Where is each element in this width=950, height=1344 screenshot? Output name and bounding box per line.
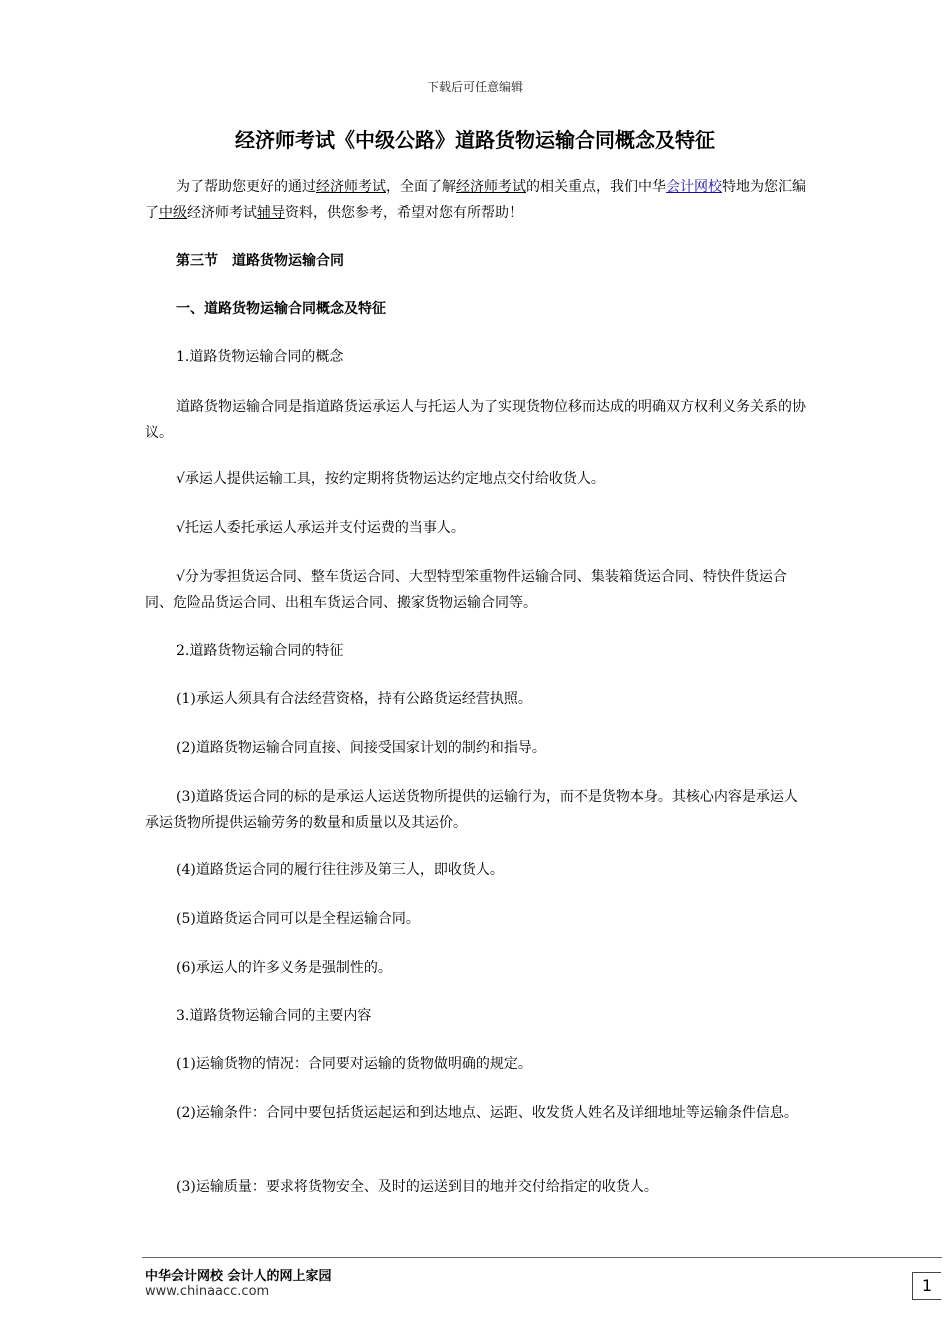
paragraph-11: (5)道路货运合同可以是全程运输合同。 bbox=[176, 911, 420, 927]
paragraph-9: (3)道路货运合同的标的是承运人运送货物所提供的运输行为，而不是货物本身。其核心内容是承运人承运货物所提供运输劳务的数量和质量以及其运价。 bbox=[145, 789, 798, 831]
intro-text-1: 为了帮助您更好的通过 bbox=[176, 179, 316, 195]
exam-link-2[interactable]: 经济师考试 bbox=[456, 179, 526, 195]
paragraph-8: (2)道路货物运输合同直接、间接受国家计划的制约和指导。 bbox=[176, 740, 546, 756]
footer-url[interactable]: www.chinaacc.com bbox=[145, 1284, 270, 1299]
subsection-heading: 一、道路货物运输合同概念及特征 bbox=[176, 301, 386, 317]
paragraph-4: √托运人委托承运人承运并支付运费的当事人。 bbox=[176, 520, 465, 536]
intro-paragraph bbox=[145, 174, 810, 226]
paragraph-1: 1.道路货物运输合同的概念 bbox=[176, 349, 344, 365]
intro-text-4: 特地为您汇编了 bbox=[145, 179, 806, 221]
intro-text-2: ，全面了解 bbox=[386, 179, 456, 195]
paragraph-12: (6)承运人的许多义务是强制性的。 bbox=[176, 960, 392, 976]
paragraph-3: √承运人提供运输工具，按约定期将货物运达约定地点交付给收货人。 bbox=[176, 471, 605, 487]
paragraph-5: √分为零担货运合同、整车货运合同、大型特型笨重物件运输合同、集装箱货运合同、特快件货运合同、危险品货运合同、出租车货运合同、搬家货物运输合同等。 bbox=[145, 569, 787, 611]
footer-brand: 中华会计网校 会计人的网上家园 bbox=[145, 1269, 332, 1284]
exam-link-1[interactable]: 经济师考试 bbox=[316, 179, 386, 195]
intro-text-3: 的相关重点，我们中华 bbox=[526, 179, 666, 195]
paragraph-14: (1)运输货物的情况：合同要对运输的货物做明确的规定。 bbox=[176, 1056, 532, 1072]
section-heading: 第三节 道路货物运输合同 bbox=[176, 253, 344, 269]
paragraph-6: 2.道路货物运输合同的特征 bbox=[176, 643, 344, 659]
page-header-note: 下载后可任意编辑 bbox=[426, 80, 523, 94]
page-number: 1 bbox=[912, 1272, 941, 1300]
school-link[interactable]: 会计网校 bbox=[666, 179, 722, 195]
paragraph-16: (3)运输质量：要求将货物安全、及时的运送到目的地并交付给指定的收货人。 bbox=[176, 1179, 658, 1195]
intermediate-link[interactable]: 中级 bbox=[159, 205, 187, 221]
paragraph-13: 3.道路货物运输合同的主要内容 bbox=[176, 1008, 372, 1024]
paragraph-2: 道路货物运输合同是指道路货运承运人与托运人为了实现货物位移而达成的明确双方权利义务关系的协议。 bbox=[145, 399, 806, 441]
intro-text-6: 资料，供您参考，希望对您有所帮助！ bbox=[285, 205, 523, 221]
paragraph-15: (2)运输条件：合同中要包括货运起运和到达地点、运距、收发货人姓名及详细地址等运输条件信息。 bbox=[176, 1105, 798, 1121]
paragraph-7: (1)承运人须具有合法经营资格，持有公路货运经营执照。 bbox=[176, 691, 532, 707]
footer-divider bbox=[142, 1257, 942, 1258]
tutoring-link[interactable]: 辅导 bbox=[257, 205, 285, 221]
intro-text-5: 经济师考试 bbox=[187, 205, 257, 221]
document-title: 经济师考试《中级公路》道路货物运输合同概念及特征 bbox=[235, 128, 715, 152]
paragraph-10: (4)道路货运合同的履行往往涉及第三人，即收货人。 bbox=[176, 862, 504, 878]
